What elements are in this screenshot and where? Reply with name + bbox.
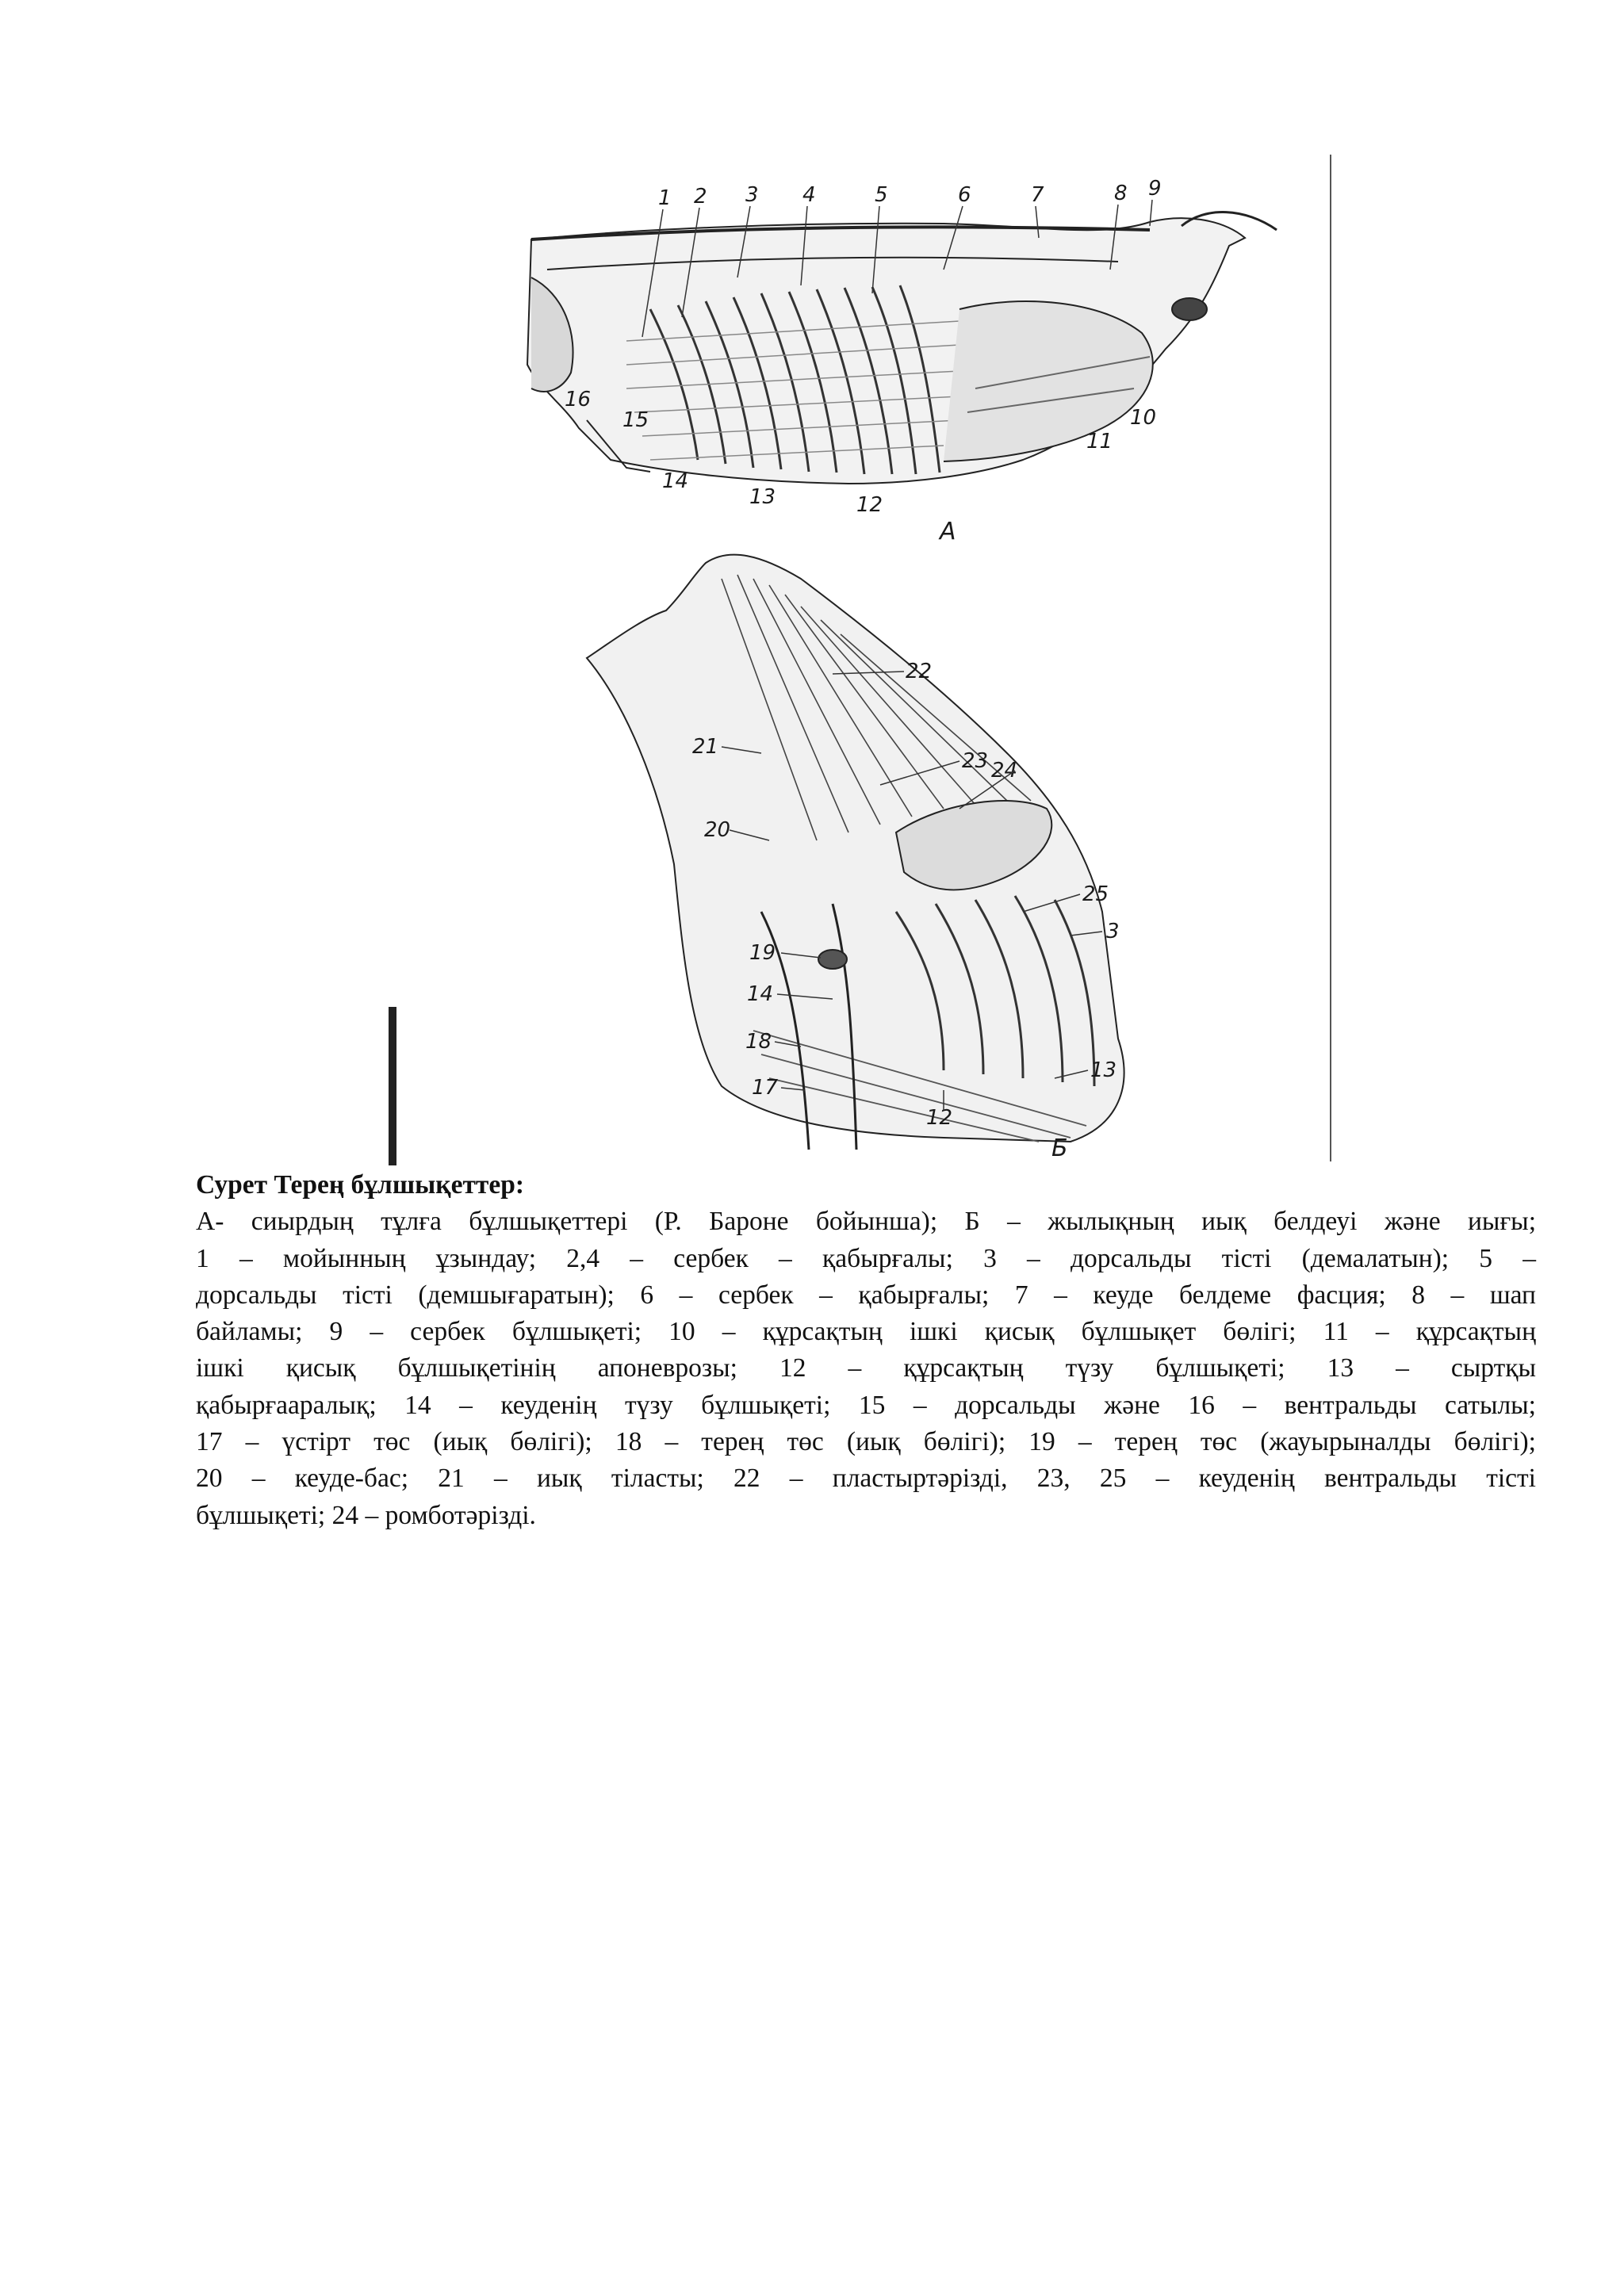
anatomical-figure <box>389 151 1364 1165</box>
label-a-1: 1 <box>658 186 672 210</box>
caption-line: дорсальды тісті (демшығаратын); 6 – сербек – қабырғалы; 7 – кеуде белдеме фасция; 8 – шап <box>196 1280 1536 1310</box>
label-b-12: 12 <box>926 1106 953 1130</box>
label-a-3: 3 <box>745 183 759 207</box>
label-a-2: 2 <box>694 185 707 209</box>
label-b-22: 22 <box>906 660 933 683</box>
panel-label-a: А <box>940 518 956 545</box>
label-b-21: 21 <box>692 735 719 759</box>
caption-line: байламы; 9 – сербек бұлшықеті; 10 – құрсақтың ішкі қисық бұлшықет бөлігі; 11 – құрсақтың <box>196 1317 1536 1347</box>
label-b-3: 3 <box>1106 920 1120 943</box>
caption-line: 1 – мойынның ұзындау; 2,4 – сербек – қабырғалы; 3 – дорсальды тісті (демалатын); 5 – <box>196 1243 1536 1273</box>
label-b-20: 20 <box>704 818 731 842</box>
label-b-23: 23 <box>962 749 989 773</box>
label-a-12: 12 <box>856 493 883 517</box>
label-b-13: 13 <box>1090 1058 1117 1082</box>
label-a-7: 7 <box>1031 183 1044 207</box>
label-a-15: 15 <box>622 408 649 432</box>
panel-a-drawing <box>527 212 1277 484</box>
label-a-11: 11 <box>1086 430 1113 453</box>
label-a-6: 6 <box>958 183 971 207</box>
caption-line: ішкі қисық бұлшықетінің апоневрозы; 12 – құрсақтың түзу бұлшықеті; 13 – сыртқы <box>196 1353 1536 1383</box>
label-a-8: 8 <box>1114 182 1128 205</box>
label-a-16: 16 <box>565 388 592 411</box>
label-b-17: 17 <box>752 1076 779 1100</box>
figure-drawing <box>389 151 1364 1165</box>
caption-line: 17 – үстірт төс (иық бөлігі); 18 – терең төс (иық бөлігі); 19 – терең төс (жауырыналды бөлігі); <box>196 1427 1536 1457</box>
label-b-19: 19 <box>749 941 776 965</box>
panel-label-b: Б <box>1051 1135 1068 1162</box>
label-a-9: 9 <box>1148 177 1162 201</box>
caption-line: 20 – кеуде-бас; 21 – иық тіласты; 22 – пластыртәрізді, 23, 25 – кеуденің вентральды тісті <box>196 1464 1536 1494</box>
label-b-25: 25 <box>1082 882 1109 906</box>
scan-border-left <box>389 1007 396 1165</box>
caption-title: Сурет Терең бұлшықеттер: <box>196 1170 525 1200</box>
label-a-5: 5 <box>875 183 888 207</box>
caption-line: А- сиырдың тұлға бұлшықеттері (Р. Бароне бойынша); Б – жылықның иық белдеуі және иығы; <box>196 1207 1536 1237</box>
label-a-13: 13 <box>749 485 776 509</box>
label-b-18: 18 <box>745 1030 772 1054</box>
panel-b-drawing <box>587 555 1124 1150</box>
caption-line: қабырғааралық; 14 – кеуденің түзу бұлшықеті; 15 – дорсальды және 16 – вентральды сатылы; <box>196 1390 1536 1420</box>
label-b-14: 14 <box>747 982 774 1006</box>
label-a-14: 14 <box>662 469 689 493</box>
figure-caption <box>196 1167 1536 1534</box>
label-b-24: 24 <box>991 759 1018 783</box>
label-a-4: 4 <box>802 183 816 207</box>
caption-line: бұлшықеті; 24 – ромботәрізді. <box>196 1500 536 1530</box>
label-a-10: 10 <box>1130 406 1157 430</box>
